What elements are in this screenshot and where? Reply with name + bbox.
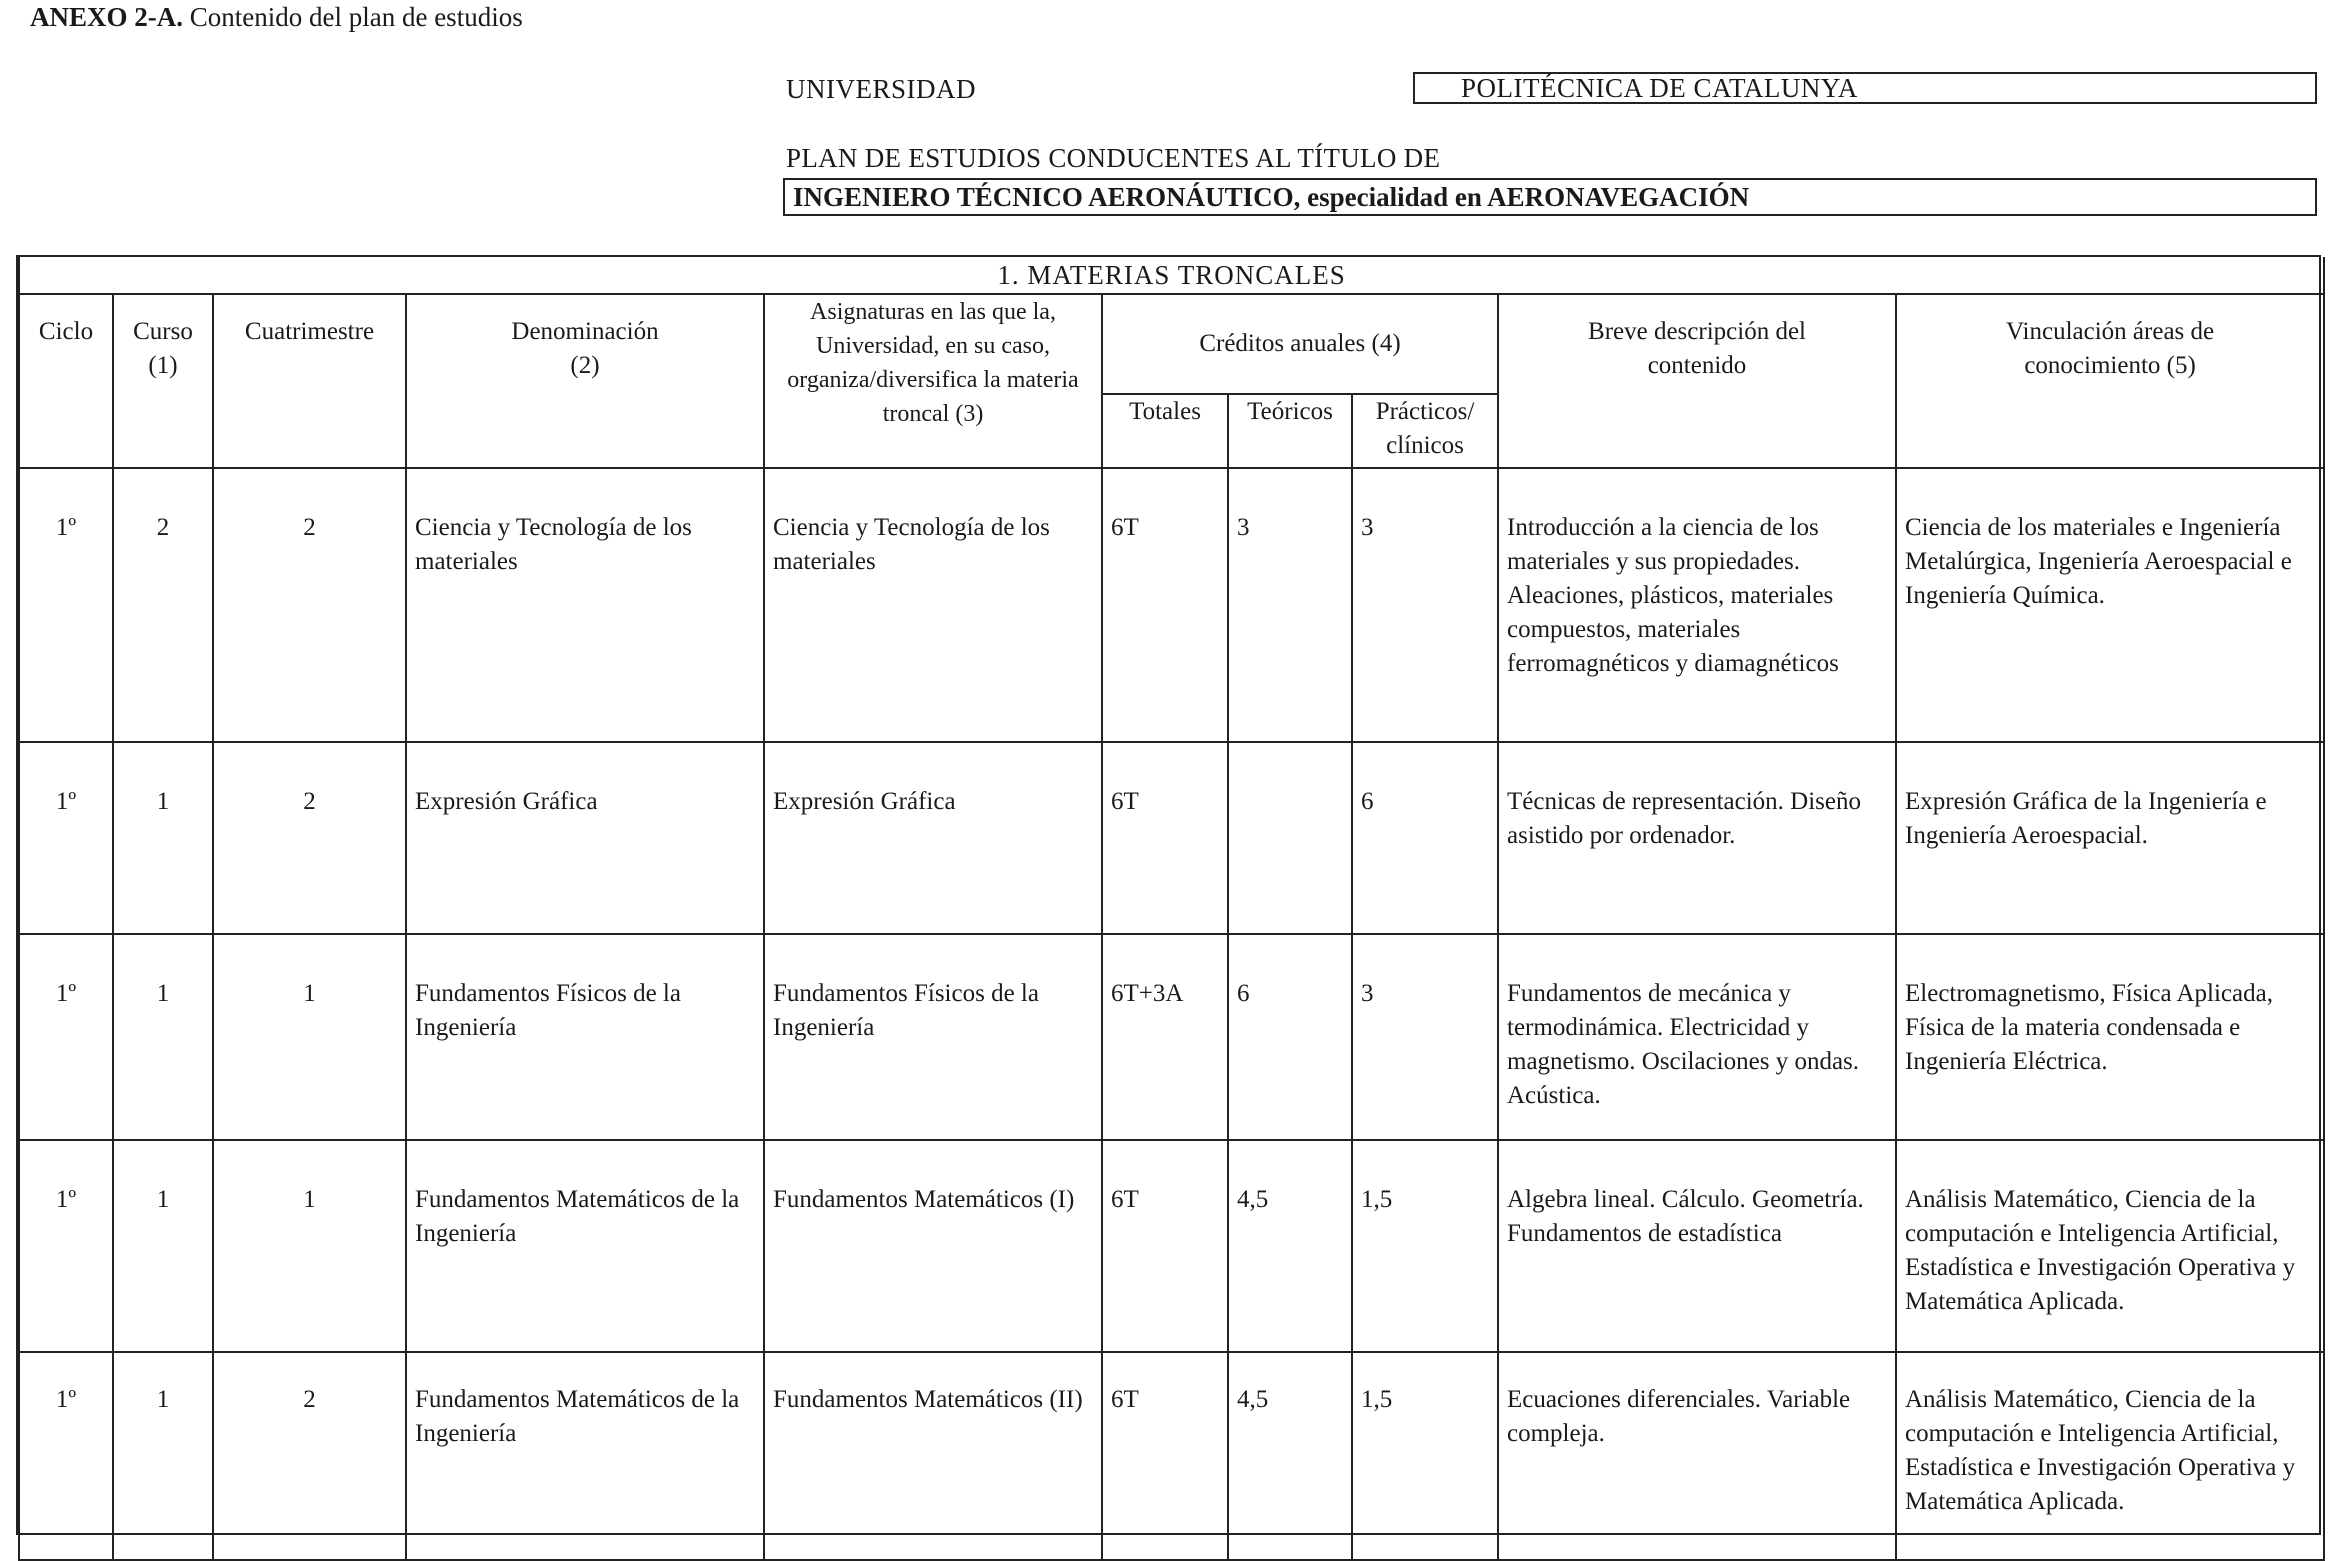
cell-denominacion: Fundamentos Matemáticos de la Ingeniería xyxy=(406,1352,764,1560)
cell-descripcion: Técnicas de representación. Diseño asistido por ordenador. xyxy=(1498,742,1896,934)
cell-cuatrimestre: 2 xyxy=(213,742,406,934)
plan-label: PLAN DE ESTUDIOS CONDUCENTES AL TÍTULO DE xyxy=(786,143,1441,173)
cell-teoricos: 6 xyxy=(1228,934,1352,1140)
cell-denominacion: Fundamentos Físicos de la Ingeniería xyxy=(406,934,764,1140)
cell-vinculacion: Expresión Gráfica de la Ingeniería e Ingeniería Aeroespacial. xyxy=(1896,742,2324,934)
header-ciclo: Ciclo xyxy=(19,294,113,468)
subjects-table-frame xyxy=(16,255,2321,1535)
cell-curso: 1 xyxy=(113,1140,213,1352)
cell-descripcion: Ecuaciones diferenciales. Variable compleja. xyxy=(1498,1352,1896,1560)
cell-totales: 6T xyxy=(1102,468,1228,742)
header-denominacion: Denominación (2) xyxy=(406,294,764,468)
subjects-table xyxy=(18,257,2325,1561)
header-cuatrimestre: Cuatrimestre xyxy=(213,294,406,468)
cell-vinculacion: Ciencia de los materiales e Ingeniería Metalúrgica, Ingeniería Aeroespacial e Ingeniería Química. xyxy=(1896,468,2324,742)
cell-ciclo: 1º xyxy=(19,1352,113,1560)
cell-teoricos: 4,5 xyxy=(1228,1140,1352,1352)
cell-cuatrimestre: 1 xyxy=(213,934,406,1140)
cell-teoricos: 4,5 xyxy=(1228,1352,1352,1560)
cell-asignaturas: Fundamentos Físicos de la Ingeniería xyxy=(764,934,1102,1140)
cell-curso: 1 xyxy=(113,742,213,934)
annex-number: ANEXO 2-A. xyxy=(30,2,183,32)
university-label: UNIVERSIDAD xyxy=(786,74,976,104)
header-curso: Curso (1) xyxy=(113,294,213,468)
cell-totales: 6T xyxy=(1102,1140,1228,1352)
header-practicos: Prácticos/ clínicos xyxy=(1352,394,1498,468)
cell-cuatrimestre: 2 xyxy=(213,468,406,742)
cell-practicos: 1,5 xyxy=(1352,1352,1498,1560)
cell-ciclo: 1º xyxy=(19,1140,113,1352)
cell-ciclo: 1º xyxy=(19,468,113,742)
header-totales: Totales xyxy=(1102,394,1228,468)
table-row xyxy=(19,468,2324,742)
cell-vinculacion: Electromagnetismo, Física Aplicada, Física de la materia condensada e Ingeniería Eléctrica. xyxy=(1896,934,2324,1140)
cell-totales: 6T xyxy=(1102,742,1228,934)
cell-denominacion: Fundamentos Matemáticos de la Ingeniería xyxy=(406,1140,764,1352)
cell-practicos: 1,5 xyxy=(1352,1140,1498,1352)
table-row xyxy=(19,1140,2324,1352)
cell-practicos: 6 xyxy=(1352,742,1498,934)
cell-vinculacion: Análisis Matemático, Ciencia de la computación e Inteligencia Artificial, Estadística e Investigación Operativa y Matemática Aplicada. xyxy=(1896,1352,2324,1560)
cell-descripcion: Introducción a la ciencia de los materiales y sus propiedades. Aleaciones, plásticos, materiales compuestos, materiales ferromagnéticos y diamagnéticos xyxy=(1498,468,1896,742)
header-vinculacion: Vinculación áreas de conocimiento (5) xyxy=(1896,294,2324,468)
cell-curso: 2 xyxy=(113,468,213,742)
cell-curso: 1 xyxy=(113,934,213,1140)
annex-heading xyxy=(30,2,523,33)
cell-vinculacion: Análisis Matemático, Ciencia de la computación e Inteligencia Artificial, Estadística e Investigación Operativa y Matemática Aplicada. xyxy=(1896,1140,2324,1352)
cell-teoricos xyxy=(1228,742,1352,934)
cell-totales: 6T xyxy=(1102,1352,1228,1560)
cell-asignaturas: Expresión Gráfica xyxy=(764,742,1102,934)
cell-curso: 1 xyxy=(113,1352,213,1560)
cell-descripcion: Fundamentos de mecánica y termodinámica. Electricidad y magnetismo. Oscilaciones y ondas. Acústica. xyxy=(1498,934,1896,1140)
cell-cuatrimestre: 2 xyxy=(213,1352,406,1560)
cell-descripcion: Algebra lineal. Cálculo. Geometría. Fundamentos de estadística xyxy=(1498,1140,1896,1352)
cell-ciclo: 1º xyxy=(19,742,113,934)
cell-practicos: 3 xyxy=(1352,934,1498,1140)
cell-denominacion: Ciencia y Tecnología de los materiales xyxy=(406,468,764,742)
cell-asignaturas: Fundamentos Matemáticos (II) xyxy=(764,1352,1102,1560)
cell-ciclo: 1º xyxy=(19,934,113,1140)
annex-text: Contenido del plan de estudios xyxy=(189,2,523,32)
header-descripcion: Breve descripción del contenido xyxy=(1498,294,1896,468)
header-asignaturas: Asignaturas en las que la, Universidad, en su caso, organiza/diversifica la materia troncal (3) xyxy=(764,294,1102,468)
header-teoricos: Teóricos xyxy=(1228,394,1352,468)
cell-asignaturas: Fundamentos Matemáticos (I) xyxy=(764,1140,1102,1352)
degree-title-box: INGENIERO TÉCNICO AERONÁUTICO, especialidad en AERONAVEGACIÓN xyxy=(783,178,2317,216)
cell-denominacion: Expresión Gráfica xyxy=(406,742,764,934)
table-row xyxy=(19,1352,2324,1560)
cell-cuatrimestre: 1 xyxy=(213,1140,406,1352)
cell-totales: 6T+3A xyxy=(1102,934,1228,1140)
table-row xyxy=(19,934,2324,1140)
section-title: 1. MATERIAS TRONCALES xyxy=(19,257,2324,294)
cell-teoricos: 3 xyxy=(1228,468,1352,742)
header-creditos: Créditos anuales (4) xyxy=(1102,294,1498,394)
table-row xyxy=(19,742,2324,934)
cell-practicos: 3 xyxy=(1352,468,1498,742)
university-name-box: POLITÉCNICA DE CATALUNYA xyxy=(1413,72,2317,104)
cell-asignaturas: Ciencia y Tecnología de los materiales xyxy=(764,468,1102,742)
